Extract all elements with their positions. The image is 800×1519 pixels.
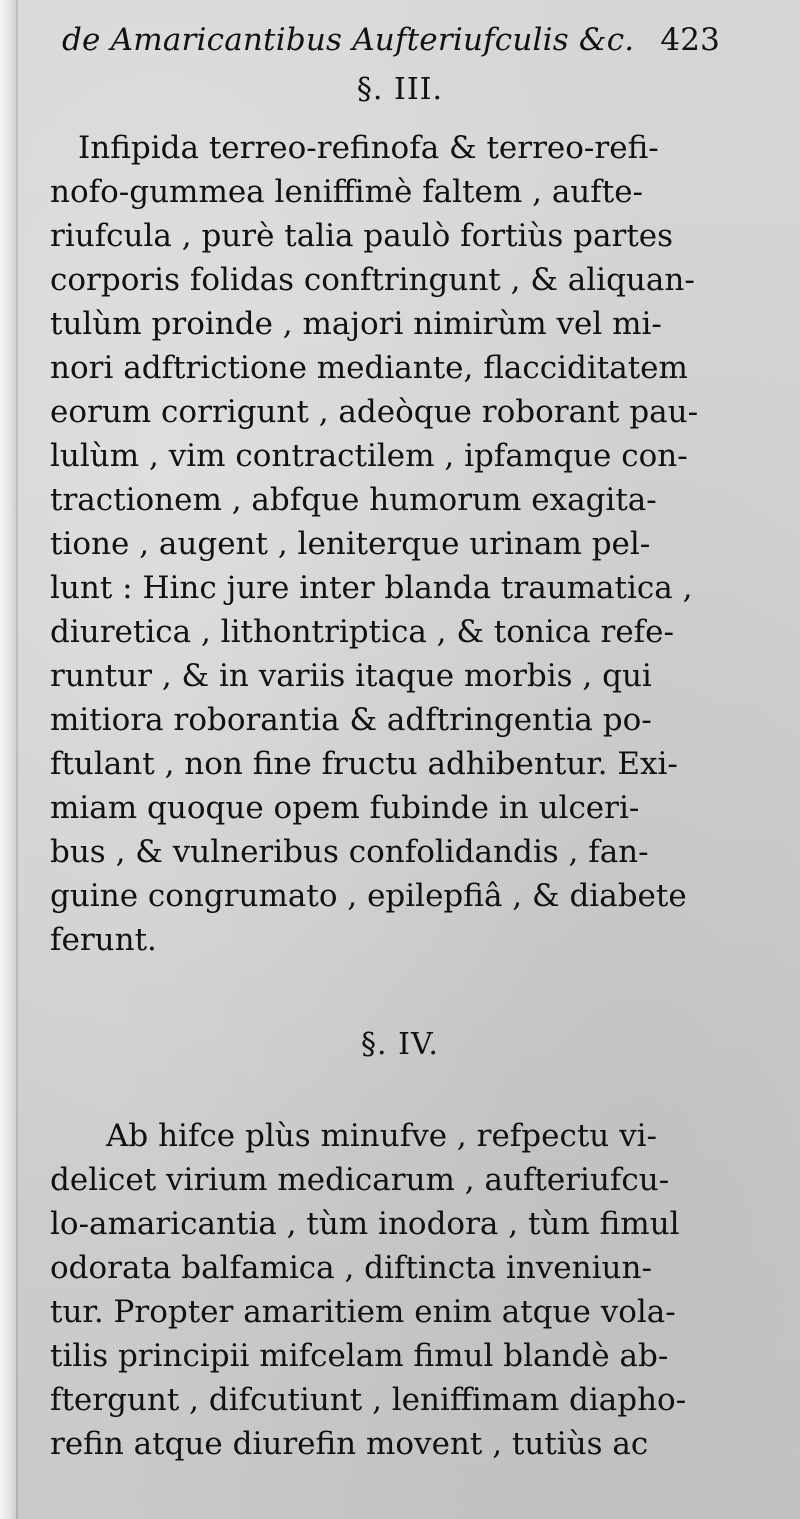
text-line: corporis folidas conftringunt , & aliquan-: [50, 262, 695, 298]
text-line: lulùm , vim contractilem , ipfamque con-: [50, 438, 688, 474]
text-line: Ab hifce plùs minufve , refpectu vi-: [106, 1118, 657, 1154]
section-heading: §. IV.: [361, 1027, 439, 1062]
text-line: tione , augent , leniterque urinam pel-: [50, 526, 651, 562]
text-line: ferunt.: [50, 922, 157, 958]
text-line: eorum corrigunt , adeòque roborant pau-: [50, 394, 699, 430]
text-line: delicet virium medicarum , aufteriufcu-: [50, 1162, 670, 1198]
text-line: lunt : Hinc jure inter blanda traumatica ,: [50, 570, 693, 606]
text-line: nofo-gummea leniffimè faltem , aufte-: [50, 174, 644, 210]
section-text: [50, 1114, 768, 1466]
text-line: odorata balfamica , diftincta inveniun-: [50, 1250, 652, 1286]
text-line: tractionem , abfque humorum exagita-: [50, 482, 657, 518]
text-line: bus , & vulneribus confolidandis , fan-: [50, 834, 649, 870]
text-line: lo-amaricantia , tùm inodora , tùm fimul: [50, 1206, 680, 1242]
section-heading: §. III.: [356, 72, 444, 107]
running-head: [62, 22, 782, 58]
text-line: tilis principii mifcelam fimul blandè ab-: [50, 1338, 669, 1374]
text-line: riufcula , purè talia paulò fortiùs partes: [50, 218, 674, 254]
text-line: miam quoque opem fubinde in ulceri-: [50, 790, 640, 826]
section-text: [50, 126, 768, 962]
text-line: tur. Propter amaritiem enim atque vola-: [50, 1294, 676, 1330]
text-line: runtur , & in variis itaque morbis , qui: [50, 658, 652, 694]
text-line: ftergunt , difcutiunt , leniffimam diapho-: [50, 1382, 687, 1418]
text-line: refin atque diurefin movent , tutiùs ac: [50, 1426, 649, 1462]
page-fold: [16, 0, 18, 1519]
text-line: nori adftrictione mediante, flacciditatem: [50, 350, 688, 386]
text-line: mitiora roborantia & adftringentia po-: [50, 702, 652, 738]
text-line: ftulant , non fine fructu adhibentur. Exi-: [50, 746, 678, 782]
running-head-title: de Amaricantibus Aufteriufculis &c.: [62, 22, 635, 58]
text-line: tulùm proinde , majori nimirùm vel mi-: [50, 306, 662, 342]
text-line: guine congrumato , epilepfiâ , & diabete: [50, 878, 687, 914]
text-line: Infipida terreo-refinofa & terreo-refi-: [78, 130, 659, 166]
page-margin: [0, 0, 16, 1519]
text-line: diuretica , lithontriptica , & tonica refe-: [50, 614, 674, 650]
page-number: 423: [660, 22, 721, 58]
